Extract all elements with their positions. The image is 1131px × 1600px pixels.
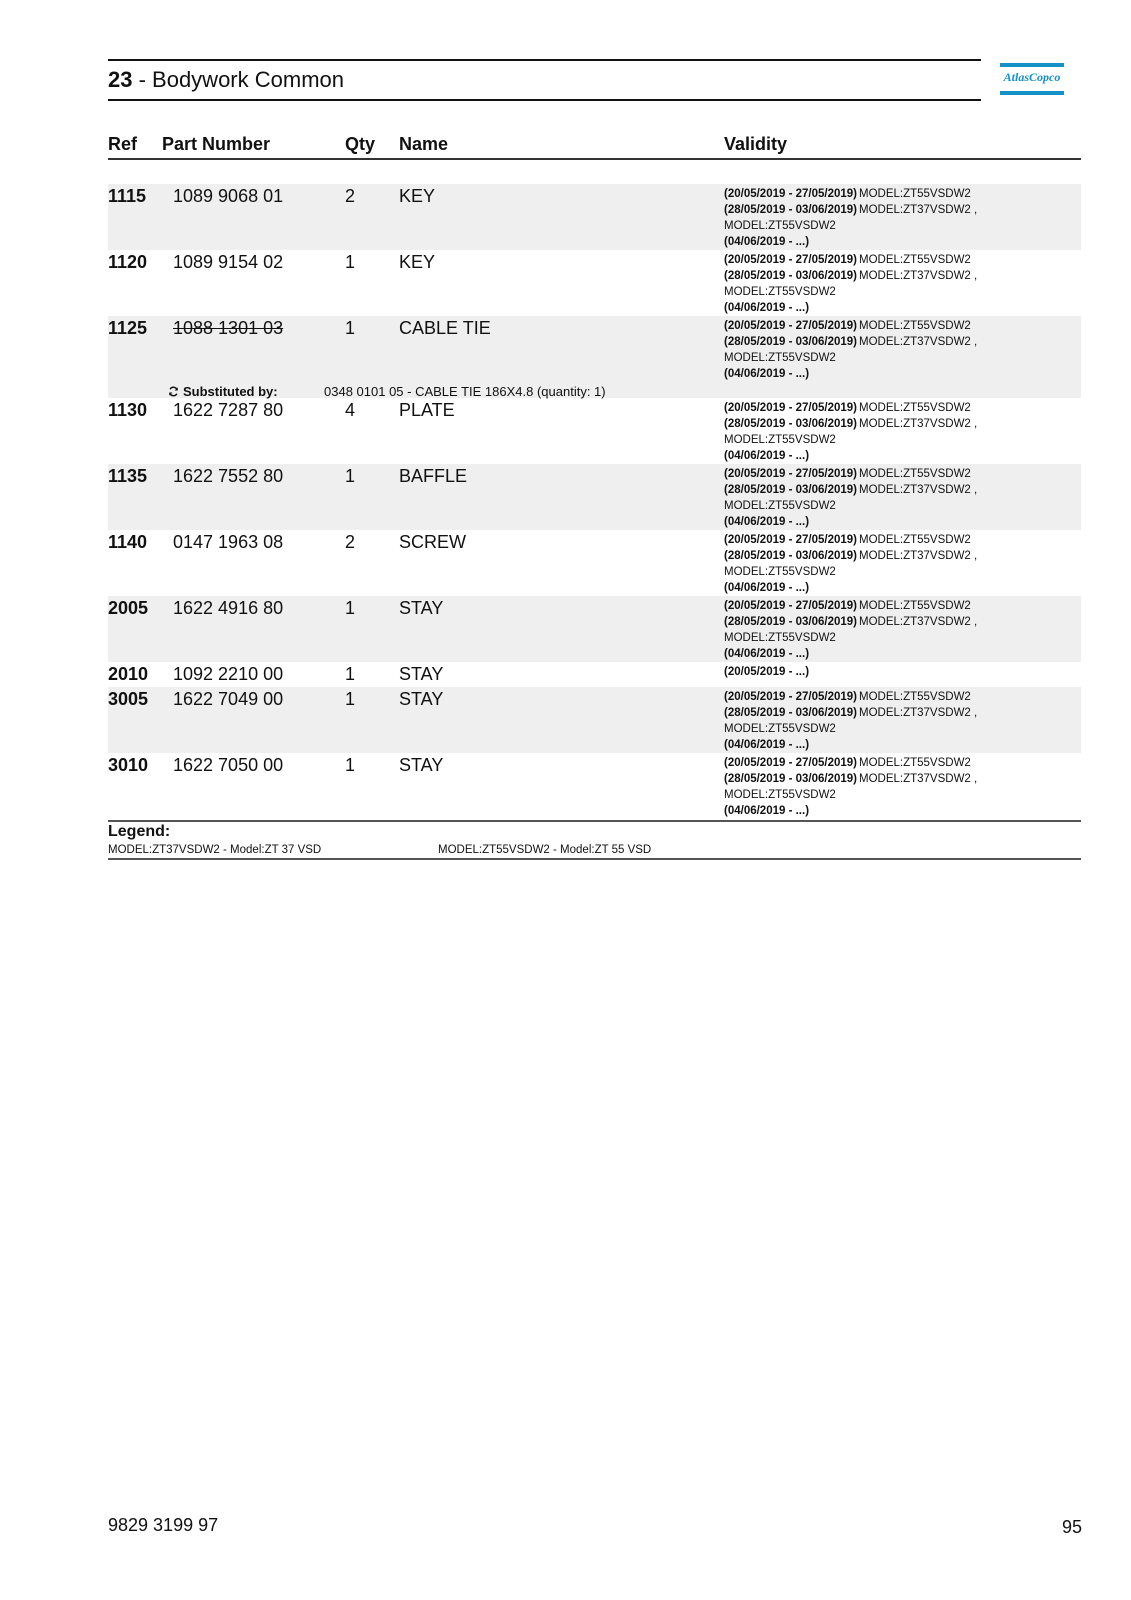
validity-line (724, 598, 977, 614)
ref-number: 3010 (108, 755, 149, 775)
quantity: 1 (345, 318, 356, 338)
table-row (108, 753, 1081, 819)
logo-band-bottom (1000, 91, 1064, 95)
quantity: 1 (345, 689, 356, 709)
validity-model: MODEL:ZT37VSDW2 , (859, 270, 978, 282)
validity-date: (20/05/2019 - 27/05/2019) (724, 254, 857, 266)
validity-line (724, 284, 977, 300)
section-number: 23 (108, 67, 133, 92)
part-name: SCREW (399, 532, 466, 552)
quantity: 2 (345, 186, 356, 206)
ref-number: 1115 (108, 186, 147, 206)
validity-model: MODEL:ZT55VSDW2 (859, 320, 971, 332)
validity-line (724, 432, 977, 448)
table-row (108, 662, 1081, 687)
substituted-value: 0348 0101 05 - CABLE TIE 186X4.8 (quantity: 1) (324, 384, 606, 399)
part-name: STAY (399, 755, 444, 775)
logo-band-top (1000, 63, 1064, 67)
ref-number: 1125 (108, 318, 148, 338)
validity (724, 532, 977, 596)
ref-number: 3005 (108, 689, 149, 709)
validity (724, 318, 977, 382)
validity-line (724, 755, 977, 771)
validity (724, 755, 977, 819)
validity-line (724, 614, 977, 630)
quantity: 1 (345, 755, 356, 775)
part-number: 1089 9068 01 (173, 186, 284, 206)
legend-item: MODEL:ZT37VSDW2 - Model:ZT 37 VSD (108, 844, 322, 856)
validity-date: (20/05/2019 - 27/05/2019) (724, 320, 857, 332)
validity-model: MODEL:ZT37VSDW2 , (859, 707, 978, 719)
page-header (108, 59, 981, 101)
validity-line (724, 466, 977, 482)
quantity: 1 (345, 466, 356, 486)
validity-model: MODEL:ZT55VSDW2 (859, 188, 971, 200)
validity-date: (04/06/2019 - ...) (724, 236, 810, 248)
validity-line (724, 646, 977, 662)
validity-line (724, 689, 977, 705)
legend (108, 820, 1081, 860)
validity-date: (28/05/2019 - 03/06/2019) (724, 484, 857, 496)
validity-line (724, 630, 977, 646)
validity (724, 466, 977, 530)
validity-line (724, 498, 977, 514)
validity-line (724, 514, 977, 530)
validity-date: (28/05/2019 - 03/06/2019) (724, 336, 857, 348)
table-row (108, 398, 1081, 464)
validity-model: MODEL:ZT37VSDW2 , (859, 484, 978, 496)
refresh-icon (168, 386, 179, 397)
validity-model: MODEL:ZT37VSDW2 , (859, 773, 978, 785)
table-row (108, 316, 1081, 398)
substituted-text: Substituted by: (183, 384, 278, 399)
legend-item: MODEL:ZT55VSDW2 - Model:ZT 55 VSD (438, 844, 652, 856)
validity (724, 400, 977, 464)
validity-model: MODEL:ZT55VSDW2 (859, 534, 971, 546)
quantity: 1 (345, 598, 356, 618)
part-name: CABLE TIE (399, 318, 491, 338)
validity-line (724, 416, 977, 432)
validity-line (724, 350, 977, 366)
table-row (108, 596, 1081, 662)
col-qty: Qty (345, 134, 376, 154)
part-number: 1088 1301 03 (173, 318, 284, 338)
table-row (108, 464, 1081, 530)
validity-date: (28/05/2019 - 03/06/2019) (724, 773, 857, 785)
validity-date: (28/05/2019 - 03/06/2019) (724, 418, 857, 430)
validity-line (724, 532, 977, 548)
part-name: KEY (399, 252, 436, 272)
table-row (108, 250, 1081, 316)
validity-line (724, 564, 977, 580)
validity (724, 186, 977, 250)
ref-number: 2010 (108, 664, 149, 684)
table-row (108, 530, 1081, 596)
validity-date: (20/05/2019 - ...) (724, 666, 810, 678)
validity-date: (04/06/2019 - ...) (724, 450, 810, 462)
validity-model: MODEL:ZT55VSDW2 (724, 566, 836, 578)
validity-line (724, 366, 977, 382)
part-number: 1622 7552 80 (173, 466, 284, 486)
validity-line (724, 400, 977, 416)
validity (724, 689, 977, 753)
validity-date: (20/05/2019 - 27/05/2019) (724, 600, 857, 612)
validity-date: (28/05/2019 - 03/06/2019) (724, 270, 857, 282)
part-number: 1092 2210 00 (173, 664, 284, 684)
validity-line (724, 548, 977, 564)
validity-model: MODEL:ZT55VSDW2 (859, 468, 971, 480)
validity-date: (04/06/2019 - ...) (724, 739, 810, 751)
validity-model: MODEL:ZT55VSDW2 (724, 286, 836, 298)
validity-model: MODEL:ZT55VSDW2 (859, 691, 971, 703)
section-title: - Bodywork Common (132, 67, 344, 92)
validity-line (724, 580, 977, 596)
validity-date: (04/06/2019 - ...) (724, 648, 810, 660)
validity-line (724, 186, 977, 202)
validity-line (724, 771, 977, 787)
part-name: PLATE (399, 400, 455, 420)
validity-date: (20/05/2019 - 27/05/2019) (724, 402, 857, 414)
validity-line (724, 482, 977, 498)
validity-line (724, 737, 977, 753)
col-name: Name (399, 134, 449, 154)
validity-line (724, 202, 977, 218)
table-header (108, 132, 1081, 160)
validity-date: (20/05/2019 - 27/05/2019) (724, 691, 857, 703)
validity-line (724, 234, 977, 250)
table-row (108, 184, 1081, 250)
ref-number: 1140 (108, 532, 148, 552)
validity-model: MODEL:ZT55VSDW2 (724, 220, 836, 232)
validity-model: MODEL:ZT55VSDW2 (724, 500, 836, 512)
validity-date: (20/05/2019 - 27/05/2019) (724, 188, 857, 200)
quantity: 1 (345, 252, 356, 272)
validity-model: MODEL:ZT37VSDW2 , (859, 550, 978, 562)
validity-line (724, 803, 977, 819)
ref-number: 1135 (108, 466, 148, 486)
validity-model: MODEL:ZT55VSDW2 (724, 434, 836, 446)
part-number: 0147 1963 08 (173, 532, 284, 552)
table-row (108, 687, 1081, 753)
validity-model: MODEL:ZT37VSDW2 , (859, 616, 978, 628)
validity-date: (20/05/2019 - 27/05/2019) (724, 534, 857, 546)
part-number: 1622 7049 00 (173, 689, 284, 709)
page-title (108, 67, 344, 93)
quantity: 4 (345, 400, 356, 420)
validity-model: MODEL:ZT37VSDW2 , (859, 418, 978, 430)
part-name: KEY (399, 186, 436, 206)
part-number: 1622 7050 00 (173, 755, 284, 775)
validity-model: MODEL:ZT55VSDW2 (859, 402, 971, 414)
validity-model: MODEL:ZT55VSDW2 (724, 723, 836, 735)
substituted-label (168, 384, 278, 399)
validity (724, 598, 977, 662)
validity-line (724, 787, 977, 803)
validity-date: (20/05/2019 - 27/05/2019) (724, 468, 857, 480)
page-number: 95 (1061, 1517, 1082, 1537)
validity (724, 252, 977, 316)
validity-date: (04/06/2019 - ...) (724, 368, 810, 380)
part-number: 1622 4916 80 (173, 598, 284, 618)
document-number: 9829 3199 97 (108, 1515, 219, 1535)
validity-date: (04/06/2019 - ...) (724, 805, 810, 817)
validity-model: MODEL:ZT55VSDW2 (859, 254, 971, 266)
validity-model: MODEL:ZT55VSDW2 (724, 789, 836, 801)
validity-date: (20/05/2019 - 27/05/2019) (724, 757, 857, 769)
validity-date: (28/05/2019 - 03/06/2019) (724, 550, 857, 562)
validity-line (724, 318, 977, 334)
validity-date: (04/06/2019 - ...) (724, 516, 810, 528)
ref-number: 1130 (108, 400, 148, 420)
quantity: 1 (345, 664, 356, 684)
part-name: STAY (399, 664, 444, 684)
validity-model: MODEL:ZT55VSDW2 (724, 632, 836, 644)
validity-line (724, 334, 977, 350)
validity-date: (28/05/2019 - 03/06/2019) (724, 707, 857, 719)
validity-line (724, 268, 977, 284)
validity-date: (04/06/2019 - ...) (724, 582, 810, 594)
validity-line (724, 218, 977, 234)
logo-text: AtlasCopco (1003, 70, 1061, 84)
part-name: STAY (399, 598, 444, 618)
validity-date: (28/05/2019 - 03/06/2019) (724, 204, 857, 216)
col-validity: Validity (724, 134, 788, 154)
validity-model: MODEL:ZT55VSDW2 (859, 757, 971, 769)
ref-number: 2005 (108, 598, 149, 618)
part-number: 1622 7287 80 (173, 400, 284, 420)
col-ref: Ref (108, 134, 138, 154)
part-name: STAY (399, 689, 444, 709)
validity (724, 664, 859, 680)
validity-model: MODEL:ZT37VSDW2 , (859, 204, 978, 216)
legend-title: Legend: (108, 823, 171, 840)
ref-number: 1120 (108, 252, 148, 272)
validity-line (724, 252, 977, 268)
brand-logo (1000, 63, 1064, 95)
validity-line (724, 300, 977, 316)
validity-line (724, 664, 859, 680)
validity-line (724, 721, 977, 737)
validity-date: (04/06/2019 - ...) (724, 302, 810, 314)
validity-line (724, 705, 977, 721)
validity-date: (28/05/2019 - 03/06/2019) (724, 616, 857, 628)
validity-model: MODEL:ZT55VSDW2 (724, 352, 836, 364)
part-name: BAFFLE (399, 466, 468, 486)
col-part-number: Part Number (162, 134, 271, 154)
part-number: 1089 9154 02 (173, 252, 284, 272)
validity-model: MODEL:ZT37VSDW2 , (859, 336, 978, 348)
quantity: 2 (345, 532, 356, 552)
validity-line (724, 448, 977, 464)
validity-model: MODEL:ZT55VSDW2 (859, 600, 971, 612)
